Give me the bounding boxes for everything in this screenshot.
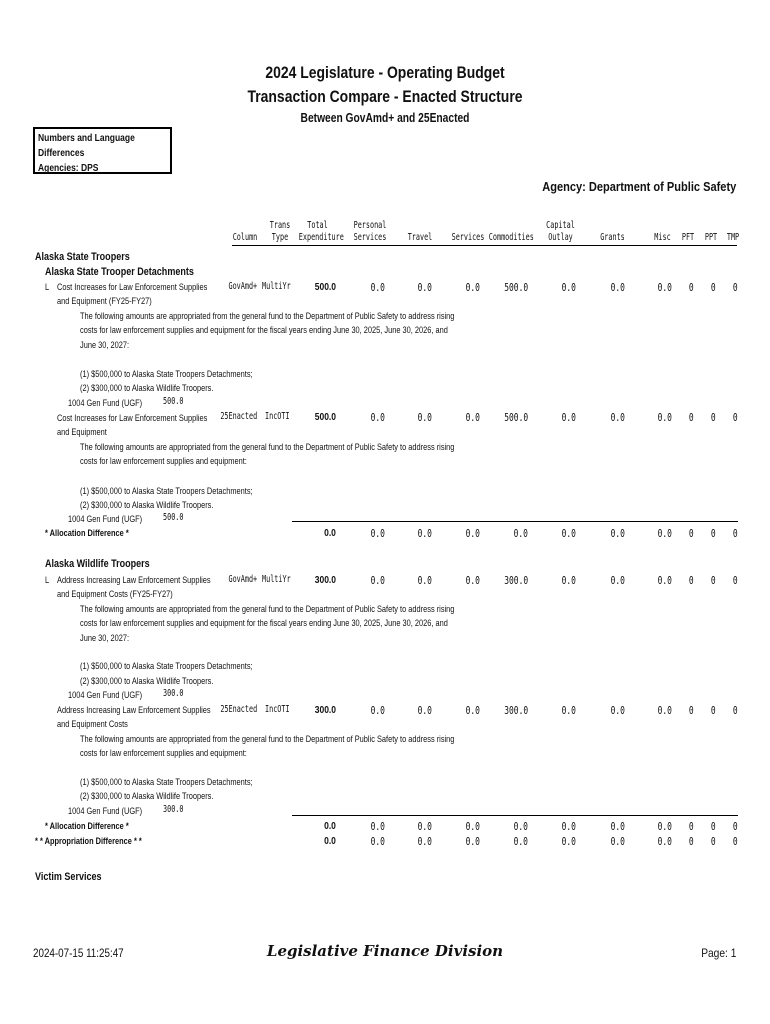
header-travel: Travel: [407, 232, 433, 243]
amount-cell: 0: [689, 281, 694, 294]
amount-cell: 0.0: [417, 527, 432, 540]
amount-cell: 500.0: [504, 411, 528, 424]
amount-cell: 0.0: [465, 281, 480, 294]
amount-cell: 0.0: [417, 411, 432, 424]
trans-type-value: IncOTI: [265, 411, 290, 422]
amount-cell: 0.0: [370, 704, 385, 717]
amount-cell: 0.0: [465, 574, 480, 587]
amount-cell: 0.0: [370, 820, 385, 833]
amount-cell: 0: [689, 835, 694, 848]
language-text: The following amounts are appropriated from the general fund to the Department of Public Safety to address rising: [80, 442, 455, 453]
amount-cell: 0: [711, 574, 716, 587]
header-underline: [232, 245, 737, 246]
language-text: June 30, 2027:: [80, 633, 130, 644]
allocation-title: Alaska State Trooper Detachments: [45, 266, 194, 278]
transaction-title: and Equipment (FY25-FY27): [57, 296, 152, 307]
amount-cell: 0: [711, 704, 716, 717]
amount-cell: 300.0: [504, 574, 528, 587]
fund-amount: 500.0: [163, 512, 184, 523]
amount-cell: 0.0: [657, 411, 672, 424]
division-name: Legislative Finance Division: [266, 942, 504, 960]
language-item: (2) $300,000 to Alaska Wildlife Troopers.: [80, 676, 214, 687]
header-services: Services: [451, 232, 485, 243]
amount-cell: 0.0: [370, 527, 385, 540]
language-item: (1) $500,000 to Alaska State Troopers Detachments;: [80, 777, 253, 788]
header-misc: Misc: [654, 232, 671, 243]
allocation-difference-label: * Allocation Difference *: [45, 528, 129, 539]
amount-cell: 0: [711, 281, 716, 294]
amount-cell: 0.0: [465, 527, 480, 540]
amount-cell: 0: [733, 704, 738, 717]
language-text: costs for law enforcement supplies and equipment for the fiscal years ending June 30, 2025, June 30, 2026, and: [80, 325, 448, 336]
transaction-title: and Equipment Costs: [57, 719, 128, 730]
language-item: (1) $500,000 to Alaska State Troopers Detachments;: [80, 486, 253, 497]
amount-cell: 0.0: [657, 820, 672, 833]
amount-cell: 0.0: [610, 835, 625, 848]
amount-cell: 500.0: [504, 281, 528, 294]
filter-line: Agencies: DPS: [38, 163, 99, 174]
column-value: 25Enacted: [220, 411, 257, 422]
amount-cell: 0: [689, 574, 694, 587]
allocation-difference-label: * Allocation Difference *: [45, 821, 129, 832]
amount-cell: 0.0: [370, 835, 385, 848]
fund-source: 1004 Gen Fund (UGF): [68, 806, 143, 817]
column-value: 25Enacted: [220, 704, 257, 715]
transaction-title: and Equipment: [57, 427, 107, 438]
amount-cell: 0: [711, 835, 716, 848]
amount-cell: 0: [711, 411, 716, 424]
fund-amount: 300.0: [163, 804, 184, 815]
amount-cell: 0.0: [561, 574, 576, 587]
amount-cell: 0.0: [561, 411, 576, 424]
amount-cell: 0: [733, 527, 738, 540]
header-grants: Grants: [600, 232, 625, 243]
appropriation-title: Alaska State Troopers: [35, 251, 130, 263]
amount-cell: 0.0: [561, 835, 576, 848]
filter-box: [33, 127, 172, 174]
amount-cell: 0.0: [465, 820, 480, 833]
amount-cell: 0.0: [561, 281, 576, 294]
transaction-title: Address Increasing Law Enforcement Supplies: [57, 575, 211, 586]
amount-cell: 0: [689, 704, 694, 717]
amount-cell: 0.0: [370, 574, 385, 587]
next-appropriation-title: Victim Services: [35, 871, 102, 883]
header-personal-services: Personal Services: [353, 220, 387, 243]
language-item: (1) $500,000 to Alaska State Troopers Detachments;: [80, 661, 253, 672]
amount-cell: 0: [733, 281, 738, 294]
amount-cell: 0.0: [324, 528, 336, 539]
amount-cell: 0: [733, 835, 738, 848]
amount-cell: 0.0: [513, 527, 528, 540]
amount-cell: 300.0: [504, 704, 528, 717]
language-text: The following amounts are appropriated from the general fund to the Department of Public Safety to address rising: [80, 311, 455, 322]
amount-cell: 0.0: [657, 281, 672, 294]
amount-cell: 0: [689, 820, 694, 833]
report-subtitle: Transaction Compare - Enacted Structure: [247, 87, 523, 106]
amount-cell: 0: [733, 411, 738, 424]
amount-cell: 0.0: [465, 835, 480, 848]
amount-cell: 0: [689, 527, 694, 540]
amount-cell: 0: [711, 820, 716, 833]
amount-cell: 0.0: [610, 704, 625, 717]
header-capital-outlay: Capital Outlay: [546, 220, 575, 243]
header-ppt: PPT: [704, 232, 718, 243]
amount-cell: 0.0: [324, 821, 336, 832]
fund-amount: 300.0: [163, 688, 184, 699]
total-rule: [292, 521, 738, 522]
amount-cell: 300.0: [314, 705, 336, 716]
print-timestamp: 2024-07-15 11:25:47: [33, 946, 124, 960]
amount-cell: 0: [711, 527, 716, 540]
page-number: Page: 1: [700, 946, 736, 960]
report-comparison: Between GovAmd+ and 25Enacted: [300, 111, 470, 125]
language-text: The following amounts are appropriated from the general fund to the Department of Public Safety to address rising: [80, 734, 455, 745]
amount-cell: 0.0: [657, 835, 672, 848]
amount-cell: 0.0: [561, 704, 576, 717]
amount-cell: 0.0: [370, 281, 385, 294]
appropriation-difference-label: * * Appropriation Difference * *: [35, 836, 142, 847]
amount-cell: 0.0: [610, 527, 625, 540]
amount-cell: 0.0: [610, 281, 625, 294]
amount-cell: 0.0: [561, 527, 576, 540]
language-text: The following amounts are appropriated from the general fund to the Department of Public Safety to address rising: [80, 604, 455, 615]
amount-cell: 0.0: [465, 411, 480, 424]
total-rule: [292, 815, 738, 816]
transaction-title: Address Increasing Law Enforcement Supplies: [57, 705, 211, 716]
fund-source: 1004 Gen Fund (UGF): [68, 514, 143, 525]
header-column: Column: [232, 232, 258, 243]
amount-cell: 0.0: [417, 835, 432, 848]
fund-source: 1004 Gen Fund (UGF): [68, 398, 143, 409]
column-value: GovAmd+: [228, 281, 257, 292]
trans-type-value: IncOTI: [265, 704, 290, 715]
filter-line: Differences: [38, 148, 85, 159]
language-item: (2) $300,000 to Alaska Wildlife Troopers.: [80, 383, 214, 394]
agency-name: Agency: Department of Public Safety: [541, 179, 736, 194]
amount-cell: 0.0: [324, 836, 336, 847]
transaction-title: Cost Increases for Law Enforcement Supplies: [57, 413, 208, 424]
trans-type-value: MultiYr: [262, 574, 291, 585]
header-commodities: Commodities: [488, 232, 534, 243]
amount-cell: 0.0: [465, 704, 480, 717]
amount-cell: 0.0: [417, 704, 432, 717]
amount-cell: 0: [689, 411, 694, 424]
report-title: 2024 Legislature - Operating Budget: [265, 63, 505, 82]
amount-cell: 0.0: [657, 704, 672, 717]
amount-cell: 0.0: [370, 411, 385, 424]
fund-amount: 500.0: [163, 396, 184, 407]
column-value: GovAmd+: [228, 574, 257, 585]
amount-cell: 0.0: [561, 820, 576, 833]
amount-cell: 0.0: [657, 574, 672, 587]
language-text: costs for law enforcement supplies and equipment:: [80, 748, 247, 759]
amount-cell: 0: [733, 574, 738, 587]
amount-cell: 0.0: [417, 574, 432, 587]
language-text: June 30, 2027:: [80, 340, 130, 351]
filter-line: Numbers and Language: [38, 133, 135, 144]
amount-cell: 0.0: [610, 820, 625, 833]
language-item: (1) $500,000 to Alaska State Troopers Detachments;: [80, 369, 253, 380]
header-tmp: TMP: [726, 232, 740, 243]
language-item: (2) $300,000 to Alaska Wildlife Troopers.: [80, 791, 214, 802]
line-marker: L: [45, 282, 50, 293]
language-item: (2) $300,000 to Alaska Wildlife Troopers.: [80, 500, 214, 511]
amount-cell: 500.0: [314, 282, 336, 293]
language-text: costs for law enforcement supplies and equipment for the fiscal years ending June 30, 2025, June 30, 2026, and: [80, 618, 448, 629]
fund-source: 1004 Gen Fund (UGF): [68, 690, 143, 701]
allocation-title: Alaska Wildlife Troopers: [45, 558, 150, 570]
amount-cell: 0: [733, 820, 738, 833]
amount-cell: 0.0: [610, 411, 625, 424]
amount-cell: 0.0: [417, 820, 432, 833]
amount-cell: 0.0: [417, 281, 432, 294]
header-pft: PFT: [681, 232, 695, 243]
line-marker: L: [45, 575, 50, 586]
amount-cell: 0.0: [657, 527, 672, 540]
header-trans-type: Trans Type: [269, 220, 291, 243]
transaction-title: and Equipment Costs (FY25-FY27): [57, 589, 173, 600]
language-text: costs for law enforcement supplies and equipment:: [80, 456, 247, 467]
amount-cell: 300.0: [314, 575, 336, 586]
trans-type-value: MultiYr: [262, 281, 291, 292]
transaction-title: Cost Increases for Law Enforcement Supplies: [57, 282, 208, 293]
amount-cell: 500.0: [314, 412, 336, 423]
header-total-expenditure: Total Expenditure: [298, 220, 344, 243]
amount-cell: 0.0: [513, 835, 528, 848]
amount-cell: 0.0: [513, 820, 528, 833]
amount-cell: 0.0: [610, 574, 625, 587]
